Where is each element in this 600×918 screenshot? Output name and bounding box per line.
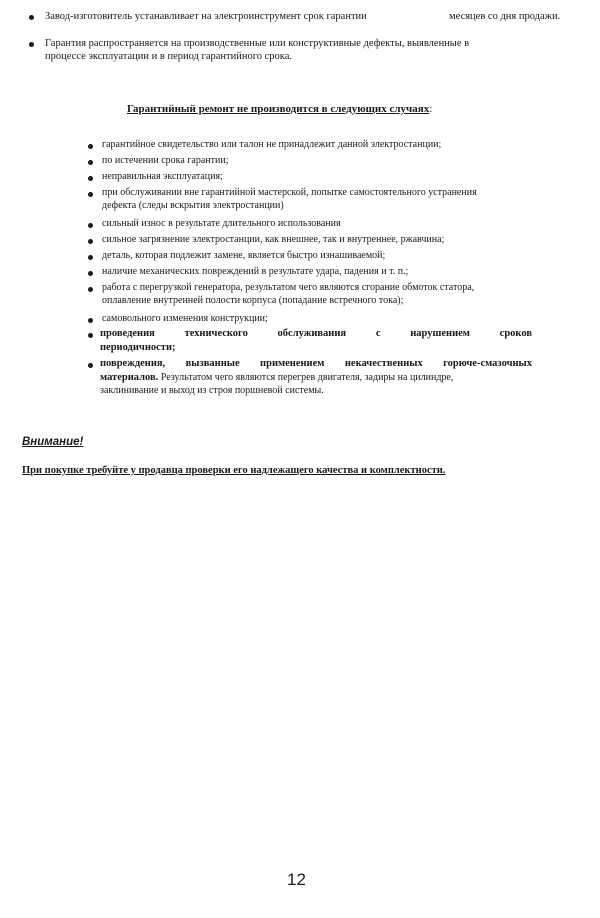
list-item	[102, 187, 477, 212]
page-number: 12	[287, 870, 306, 889]
bullet-icon	[88, 271, 93, 276]
list-item-text: гарантийное свидетельство или талон не принадлежит данной электростанции;	[102, 139, 442, 150]
section-heading	[127, 99, 432, 117]
list-item-text: дефекта (следы вскрытия электростанции)	[102, 199, 284, 211]
list-item	[100, 357, 532, 398]
list-item-text: при обслуживании вне гарантийной мастерской, попытке самостоятельного устранения	[102, 187, 477, 198]
list-item	[102, 218, 341, 231]
list-item	[102, 282, 474, 307]
warranty-scope-line2: процессе эксплуатации и в период гарантийного срока.	[45, 51, 293, 62]
section-heading-colon: :	[429, 103, 433, 115]
list-item-text: сильное загрязнение электростанции, как внешнее, так и внутреннее, ржавчина;	[102, 234, 445, 245]
list-item	[102, 155, 229, 168]
list-item	[100, 327, 532, 354]
bullet-icon	[88, 255, 93, 260]
list-item-text: деталь, которая подлежит замене, является быстро изнашиваемой;	[102, 250, 386, 261]
list-item	[102, 234, 444, 247]
list-item-text: заклинивание и выход из строя поршневой системы.	[100, 385, 324, 397]
list-item	[102, 171, 223, 184]
bullet-icon	[88, 239, 93, 244]
attention-text: При покупке требуйте у продавца проверки его надлежащего качества и комплектности.	[22, 465, 446, 476]
list-item-text: наличие механических повреждений в результате удара, падения и т. п.;	[102, 266, 409, 277]
warranty-period-part1: Завод-изготовитель устанавливает на электроинструмент срок гарантии	[45, 11, 367, 22]
list-item-text: периодичности;	[100, 341, 176, 353]
bullet-icon	[88, 287, 93, 292]
bullet-icon	[88, 223, 93, 228]
warranty-scope-line1: Гарантия распространяется на производственные или конструктивные дефекты, выявленные в	[45, 38, 470, 49]
bullet-icon	[88, 333, 93, 338]
warranty-scope-text	[45, 37, 469, 63]
list-item-text: работа с перегрузкой генератора, результатом чего являются сгорание обмоток статора,	[102, 282, 475, 293]
list-item-text: оплавление внутренней полости корпуса (попадание встречного тока);	[102, 294, 404, 306]
list-item	[102, 313, 268, 326]
bullet-icon	[88, 318, 93, 323]
list-item-text: неправильная эксплуатация;	[102, 171, 223, 182]
bullet-icon	[88, 363, 93, 368]
bullet-icon	[29, 15, 34, 20]
bullet-icon	[88, 192, 93, 197]
list-item-text: по истечении срока гарантии;	[102, 155, 229, 166]
list-item-text: материалов.	[100, 371, 159, 383]
warranty-period-text-end	[449, 10, 560, 23]
list-item	[102, 139, 441, 152]
bullet-icon	[88, 176, 93, 181]
warranty-period-part2: месяцев со дня продажи.	[449, 11, 561, 22]
list-item	[102, 266, 408, 279]
warranty-period-text	[45, 10, 367, 23]
list-item	[102, 250, 385, 263]
bullet-icon	[29, 42, 34, 47]
attention-label: Внимание!	[22, 436, 84, 448]
list-item-text: самовольного изменения конструкции;	[102, 313, 268, 324]
list-item-text: сильный износ в результате длительного использования	[102, 218, 341, 229]
list-item-text: Результатом чего являются перегрев двигателя, задиры на цилиндре,	[158, 371, 454, 383]
list-item-text: повреждения, вызванные применением некачественных горюче-смазочных	[100, 358, 532, 369]
bullet-icon	[88, 160, 93, 165]
section-heading-text: Гарантийный ремонт не производится в следующих случаях	[127, 103, 430, 115]
bullet-icon	[88, 144, 93, 149]
list-item-text: проведения технического обслуживания с нарушением сроков	[100, 328, 532, 339]
